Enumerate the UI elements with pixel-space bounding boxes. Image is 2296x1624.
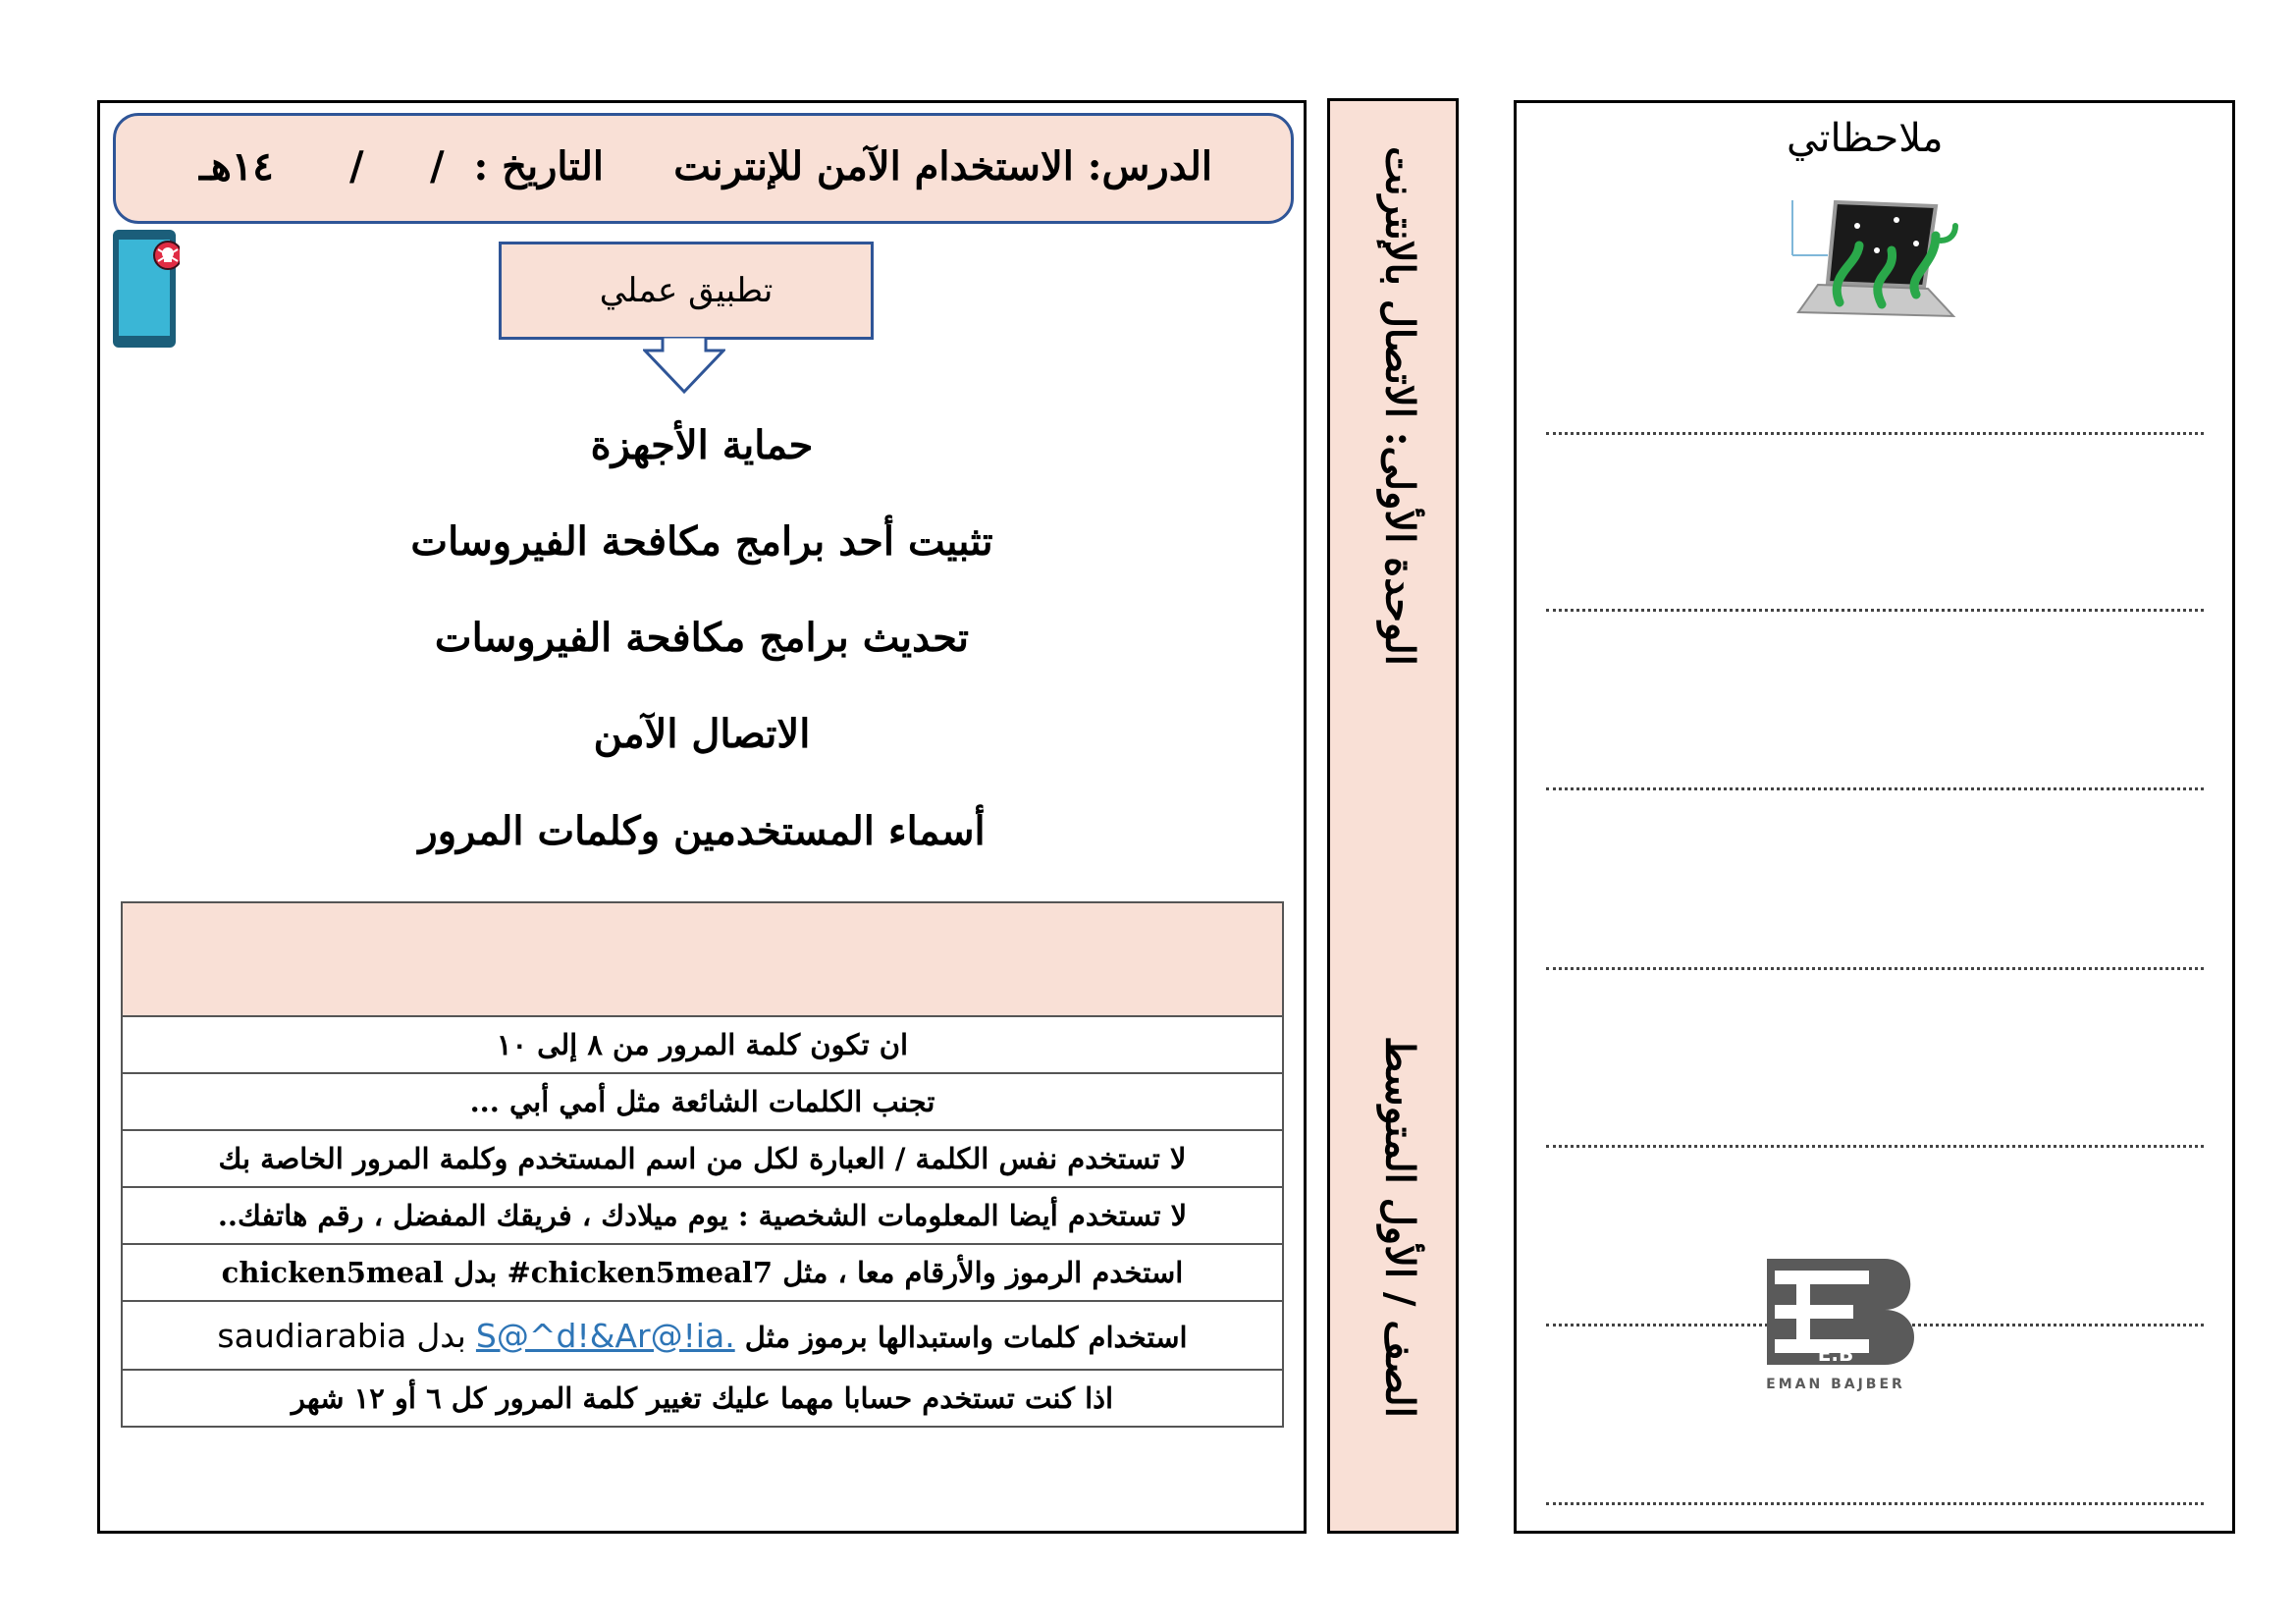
date-label: التاريخ : xyxy=(473,143,604,189)
unit-title: الوحدة الأولى: الاتصال بالإنترنت xyxy=(1376,146,1423,666)
password-rules-table xyxy=(121,901,1284,1428)
rule-text: استخدم الرموز والأرقام معا ، مثل xyxy=(782,1256,1184,1289)
teacher-logo xyxy=(1737,1249,1934,1396)
lesson-header xyxy=(113,113,1294,224)
table-row xyxy=(122,1187,1283,1244)
logo-letters: E.B xyxy=(1817,1342,1854,1366)
rule-cell: تجنب الكلمات الشائعة مثل أمي أبي ... xyxy=(122,1073,1283,1130)
grade-label: الصف / الأول المتوسط xyxy=(1376,1036,1423,1418)
table-row xyxy=(122,1073,1283,1130)
note-line xyxy=(1546,432,2204,435)
note-line xyxy=(1546,609,2204,612)
rule-cell: اذا كنت تستخدم حسابا مهما عليك تغيير كلمة المرور كل ٦ أو ١٢ شهر xyxy=(122,1370,1283,1427)
table-row xyxy=(122,1130,1283,1187)
table-header-cell xyxy=(122,902,1283,1016)
hijri-year: ١٤هـ xyxy=(199,143,274,189)
password-example-link[interactable]: S@^d!&Ar@!ia. xyxy=(475,1316,735,1355)
topic-heading: أسماء المستخدمين وكلمات المرور xyxy=(418,808,986,854)
note-line xyxy=(1546,787,2204,790)
table-row xyxy=(122,1370,1283,1427)
instead-word: بدل xyxy=(416,1316,466,1355)
callout-label: تطبيق عملي xyxy=(599,271,774,310)
down-arrow-icon xyxy=(643,337,725,396)
date-slash: / xyxy=(349,143,364,189)
table-row xyxy=(122,1301,1283,1370)
weak-password-example: saudiarabia xyxy=(217,1316,407,1355)
topic-heading: تثبيت أحد برامج مكافحة الفيروسات xyxy=(410,518,993,565)
table-header-row xyxy=(122,902,1283,1016)
table-row xyxy=(122,1016,1283,1073)
good-password-example: #chicken5meal7 xyxy=(507,1256,774,1289)
lesson-title: الدرس: الاستخدام الآمن للإنترنت xyxy=(673,143,1212,189)
topic-heading: حماية الأجهزة xyxy=(590,422,814,468)
rule-cell xyxy=(122,1244,1283,1301)
date-slash: / xyxy=(430,143,445,189)
note-line xyxy=(1546,967,2204,970)
rule-cell: لا تستخدم أيضا المعلومات الشخصية : يوم ميلادك ، فريقك المفضل ، رقم هاتفك.. xyxy=(122,1187,1283,1244)
note-line xyxy=(1546,1145,2204,1148)
note-line xyxy=(1546,1502,2204,1505)
notes-title: ملاحظاتي xyxy=(1787,116,1944,161)
instead-word: بدل xyxy=(453,1256,498,1289)
rule-cell: ان تكون كلمة المرور من ٨ إلى ١٠ xyxy=(122,1016,1283,1073)
table-row xyxy=(122,1244,1283,1301)
hacked-laptop-icon xyxy=(1789,196,1965,324)
topic-heading: تحديث برامج مكافحة الفيروسات xyxy=(434,615,970,661)
phone-virus-icon xyxy=(111,228,180,350)
topic-heading: الاتصال الآمن xyxy=(593,711,811,757)
weak-password-example: chicken5meal xyxy=(221,1256,444,1289)
rule-cell: لا تستخدم نفس الكلمة / العبارة لكل من اسم المستخدم وكلمة المرور الخاصة بك xyxy=(122,1130,1283,1187)
rule-text: استخدام كلمات واستبدالها برموز مثل xyxy=(744,1320,1188,1354)
practical-application-callout xyxy=(499,242,874,340)
logo-caption: EMAN BAJBER xyxy=(1766,1377,1905,1392)
rule-cell xyxy=(122,1301,1283,1370)
